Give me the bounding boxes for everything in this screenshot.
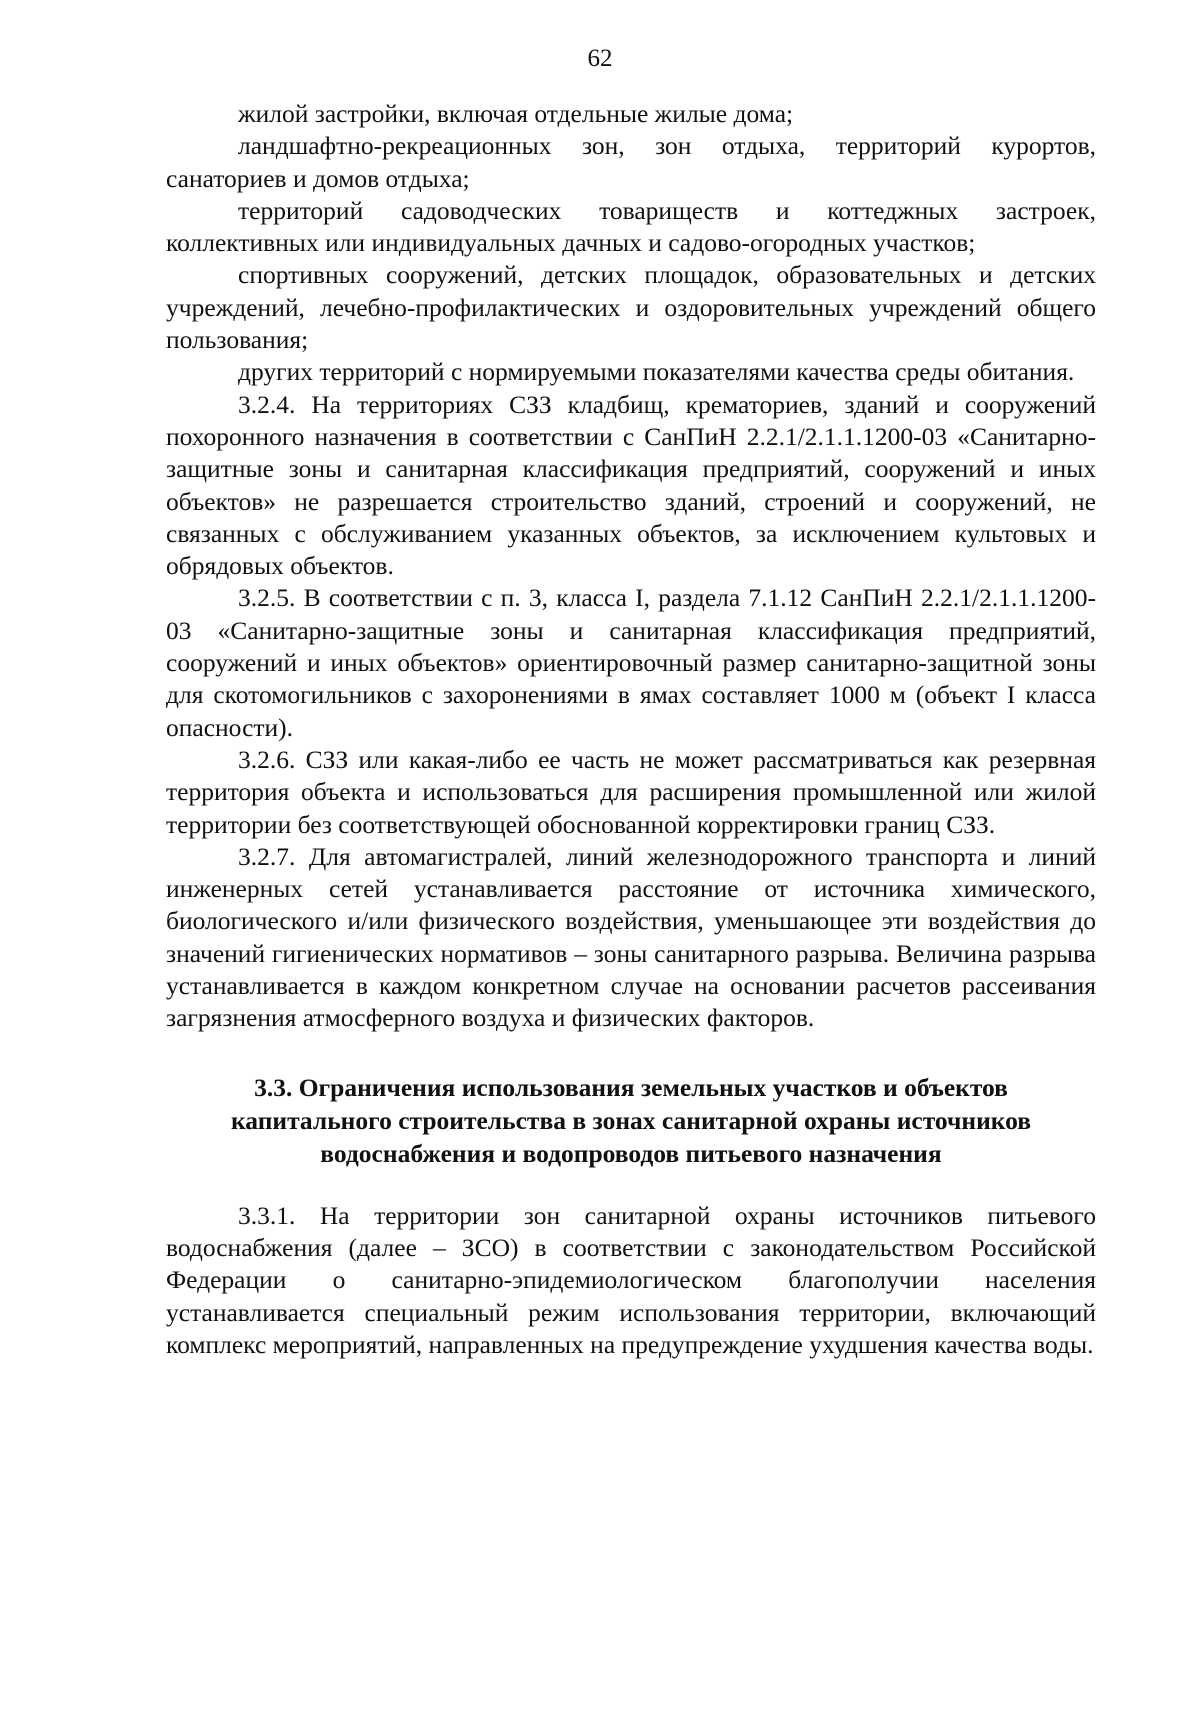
paragraph-residential: жилой застройки, включая отдельные жилые дома; [238, 99, 794, 128]
paragraph-other-territories: других территорий с нормируемыми показателями качества среды обитания. [238, 357, 1075, 387]
paragraph-3-2-6: 3.2.6. СЗЗ или какая-либо ее часть не может рассматриваться как резервная территория объекта и использоваться для расширения промышленной или жилой территории без соответствующей обоснованной корректировки границ СЗЗ. [166, 744, 1096, 839]
paragraph-3-2-5: 3.2.5. В соответствии с п. 3, класса I, раздела 7.1.12 СанПиН 2.2.1/2.1.1.1200-03 «Санитарно-защитные зоны и санитарная классификация предприятий, сооружений и иных объектов» ориентировочный размер санитарно-защитной зоны для скотомогильников с захоронениями в ямах составляет 1000 м (объект I класса опасности). [166, 583, 1096, 742]
page-number: 62 [587, 45, 613, 72]
heading-line: 3.3. Ограничения использования земельных участков и объектов [254, 1072, 1008, 1102]
heading-line: водоснабжения и водопроводов питьевого назначения [320, 1138, 942, 1168]
section-heading-3-3 [166, 1071, 1096, 1170]
paragraph-3-2-4: 3.2.4. На территориях СЗЗ кладбищ, крематориев, зданий и сооружений похоронного назначения в соответствии с СанПиН 2.2.1/2.1.1.1200-03 «Санитарно-защитные зоны и санитарная классификация предприятий, сооружений и иных объектов» не разрешается строительство зданий, строений и сооружений, не связанных с обслуживанием указанных объектов, за исключением культовых и обрядовых объектов. [166, 389, 1096, 581]
paragraph-3-2-7: 3.2.7. Для автомагистралей, линий железнодорожного транспорта и линий инженерных сетей устанавливается расстояние от источника химического, биологического и/или физического воздействия, уменьшающее эти воздействия до значений гигиенических нормативов – зоны санитарного разрыва. Величина разрыва устанавливается в каждом конкретном случае на основании расчетов рассеивания загрязнения атмосферного воздуха и физических факторов. [166, 841, 1096, 1033]
paragraph-sports-facilities: спортивных сооружений, детских площадок, образовательных и детских учреждений, лечебно-профилактических и оздоровительных учреждений общего пользования; [166, 260, 1096, 355]
document-body [166, 98, 1096, 1361]
paragraph-3-3-1: 3.3.1. На территории зон санитарной охраны источников питьевого водоснабжения (далее – ЗСО) в соответствии с законодательством Российской Федерации о санитарно-эпидемиологическом благополучии населения устанавливается специальный режим использования территории, включающий комплекс мероприятий, направленных на предупреждение ухудшения качества воды. [166, 1200, 1096, 1359]
paragraph-recreational-zones: ландшафтно-рекреационных зон, зон отдыха, территорий курортов, санаториев и домов отдыха; [166, 131, 1096, 193]
paragraph-garden-territories: территорий садоводческих товариществ и коттеджных застроек, коллективных или индивидуальных дачных и садово-огородных участков; [166, 195, 1096, 258]
heading-line: капитального строительства в зонах санитарной охраны источников [230, 1105, 1032, 1135]
